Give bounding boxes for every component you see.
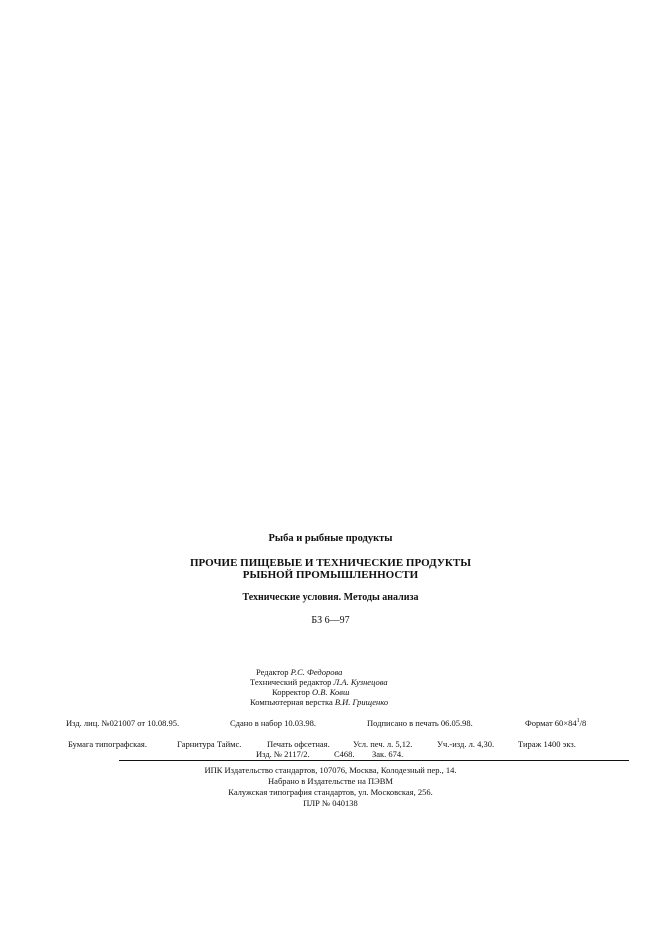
imprint-line: Калужская типография стандартов, ул. Московская, 256.	[228, 787, 433, 797]
print-type: Печать офсетная.	[267, 739, 330, 749]
format-info	[525, 718, 586, 728]
order-number: Зак. 674.	[372, 749, 404, 759]
credit-layout	[250, 697, 388, 707]
imprint-block	[0, 765, 661, 809]
document-subtitle: Технические условия. Методы анализа	[242, 592, 419, 603]
credit-role: Компьютерная верстка	[250, 697, 333, 707]
credit-name: Л.А. Кузнецова	[333, 677, 388, 687]
document-title	[0, 557, 661, 581]
credit-name: О.В. Ковш	[312, 687, 350, 697]
catalog-number: БЗ 6—97	[311, 615, 350, 626]
printed-sheets: Усл. печ. л. 5,12.	[353, 739, 413, 749]
sent-to-set: Сдано в набор 10.03.98.	[230, 718, 316, 728]
credit-tech-editor	[250, 677, 388, 687]
format-sub: /8	[579, 718, 587, 728]
print-run: Тираж 1400 экз.	[518, 739, 576, 749]
typeface-info: Гарнитура Таймс.	[177, 739, 242, 749]
series-title: Рыба и рыбные продукты	[268, 533, 393, 544]
credit-role: Технический редактор	[250, 677, 332, 687]
signed-to-print: Подписано в печать 06.05.98.	[367, 718, 473, 728]
paper-info: Бумага типографская.	[68, 739, 147, 749]
credit-proofreader	[272, 687, 349, 697]
credit-name: Р.С. Федорова	[290, 667, 343, 677]
imprint-line: ИПК Издательство стандартов, 107076, Москва, Колодезный пер., 14.	[204, 765, 457, 775]
license-info: Изд. лиц. №021007 от 10.08.95.	[66, 718, 180, 728]
document-title-line-1: ПРОЧИЕ ПИЩЕВЫЕ И ТЕХНИЧЕСКИЕ ПРОДУКТЫ	[189, 557, 472, 569]
publisher-sheets: Уч.-изд. л. 4,30.	[437, 739, 495, 749]
imprint-line: Набрано в Издательстве на ПЭВМ	[268, 776, 393, 786]
credit-role: Корректор	[272, 687, 310, 697]
credit-name: В.И. Грищенко	[334, 697, 389, 707]
imprint-line: ПЛР № 040138	[303, 798, 358, 808]
edition-code: С468.	[334, 749, 355, 759]
document-title-line-2: РЫБНОЙ ПРОМЫШЛЕННОСТИ	[242, 569, 419, 581]
format-sup: 1	[576, 718, 580, 725]
format-label: Формат 60×84	[525, 718, 577, 728]
credit-role: Редактор	[256, 667, 289, 677]
divider-rule	[119, 760, 629, 761]
credit-editor	[256, 667, 342, 677]
edition-number: Изд. № 2117/2.	[256, 749, 310, 759]
